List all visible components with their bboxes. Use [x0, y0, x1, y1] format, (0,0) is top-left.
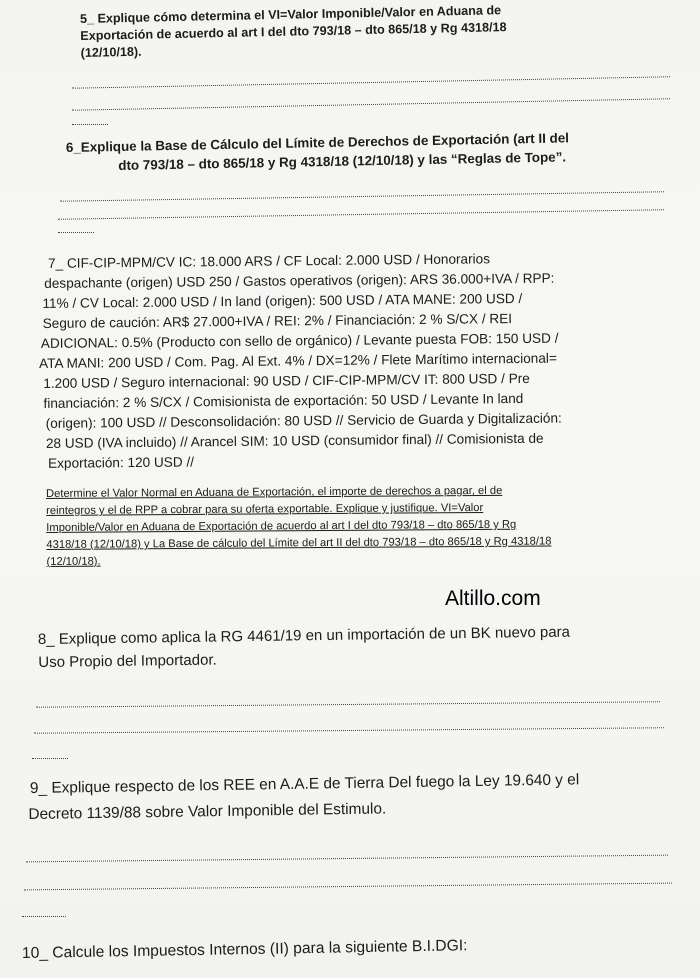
question-10-line-1: 10_ Calcule los Impuestos Internos (II) para la siguiente B.I.DGI: [21, 937, 468, 962]
question-5-line-2: Exportación de acuerdo al art I del dto 793/18 – dto 865/18 y Rg 4318/18 [80, 20, 507, 43]
question-7-task-line-1: Determine el Valor Normal en Aduana de Exportación, el importe de derechos a pagar, el de [45, 484, 503, 500]
question-7-task-line-3: Imponible/Valor en Aduana de Exportación de acuerdo al art I del dto 793/18 – dto 865/18 y Rg [46, 518, 517, 534]
question-7-line-3: 11% / CV Local: 2.000 USD / In land (origen): 500 USD / ATA MANE: 200 USD / [42, 290, 523, 311]
watermark: Altillo.com [445, 587, 541, 610]
question-6-line-1: 6_Explique la Base de Cálculo del Límite de Derechos de Exportación (art II del [65, 130, 570, 155]
question-7-task-line-5: (12/10/18). [46, 555, 101, 568]
question-5-line-3: (12/10/18). [80, 44, 142, 60]
question-7-line-9: (origen): 100 USD // Desconsolidación: 80 USD // Servicio de Guarda y Digitalización: [45, 410, 562, 431]
question-8-line-2: Uso Propio del Importador. [38, 651, 217, 671]
question-9-line-1: 9_ Explique respecto de los REE en A.A.E de Tierra Del fuego la Ley 19.640 y el [29, 771, 580, 797]
question-8-line-1: 8_ Explique como aplica la RG 4461/19 en un importación de un BK nuevo para [37, 623, 571, 648]
question-7-line-10: 28 USD (IVA incluido) // Arancel SIM: 10 USD (consumidor final) // Comisionista de [45, 430, 544, 451]
question-7-line-2: despachante (origen) USD 250 / Gastos operativos (origen): ARS 36.000+IVA / RPP: [44, 270, 555, 291]
question-7-line-4: Seguro de caución: AR$ 27.000+IVA / REI: 2% / Financiación: 2 % S/CX / REI [42, 311, 513, 331]
question-9-line-2: Decreto 1139/88 sobre Valor Imponible del Estimulo. [28, 800, 387, 824]
question-7-line-7: 1.200 USD / Seguro internacional: 90 USD / CIF-CIP-MPM/CV IT: 800 USD / Pre [43, 370, 530, 391]
question-6-line-2: dto 793/18 – dto 865/18 y Rg 4318/18 (12/10/18) y las “Reglas de Tope”. [118, 149, 567, 173]
question-7-task-line-4: 4318/18 (12/10/18) y La Base de cálculo del Límite del art II del dto 793/18 – dto 865/18 y Rg 4318/18 [46, 535, 552, 551]
question-5-line-1: 5_ Explique cómo determina el VI=Valor Imponible/Valor en Aduana de [79, 3, 502, 26]
question-7-line-8: financiación: 2 % S/CX / Comisionista de exportación: 50 USD / Levante In land [43, 390, 524, 411]
question-7-line-5: ADICIONAL: 0.5% (Producto con sello de orgánico) / Levante puesta FOB: 150 USD / [40, 330, 559, 351]
question-7-line-6: ATA MANI: 200 USD / Com. Pag. Al Ext. 4% / DX=12% / Flete Marítimo internacional= [39, 350, 557, 372]
question-7-task-line-2: reintegros y el de RPP a cobrar para su oferta exportable. Explique y justifique. VI=Valor [46, 501, 484, 517]
question-7-line-1: 7_ CIF-CIP-MPM/CV IC: 18.000 ARS / CF Local: 2.000 USD / Honorarios [47, 251, 491, 271]
question-7-line-11: Exportación: 120 USD // [48, 454, 195, 471]
